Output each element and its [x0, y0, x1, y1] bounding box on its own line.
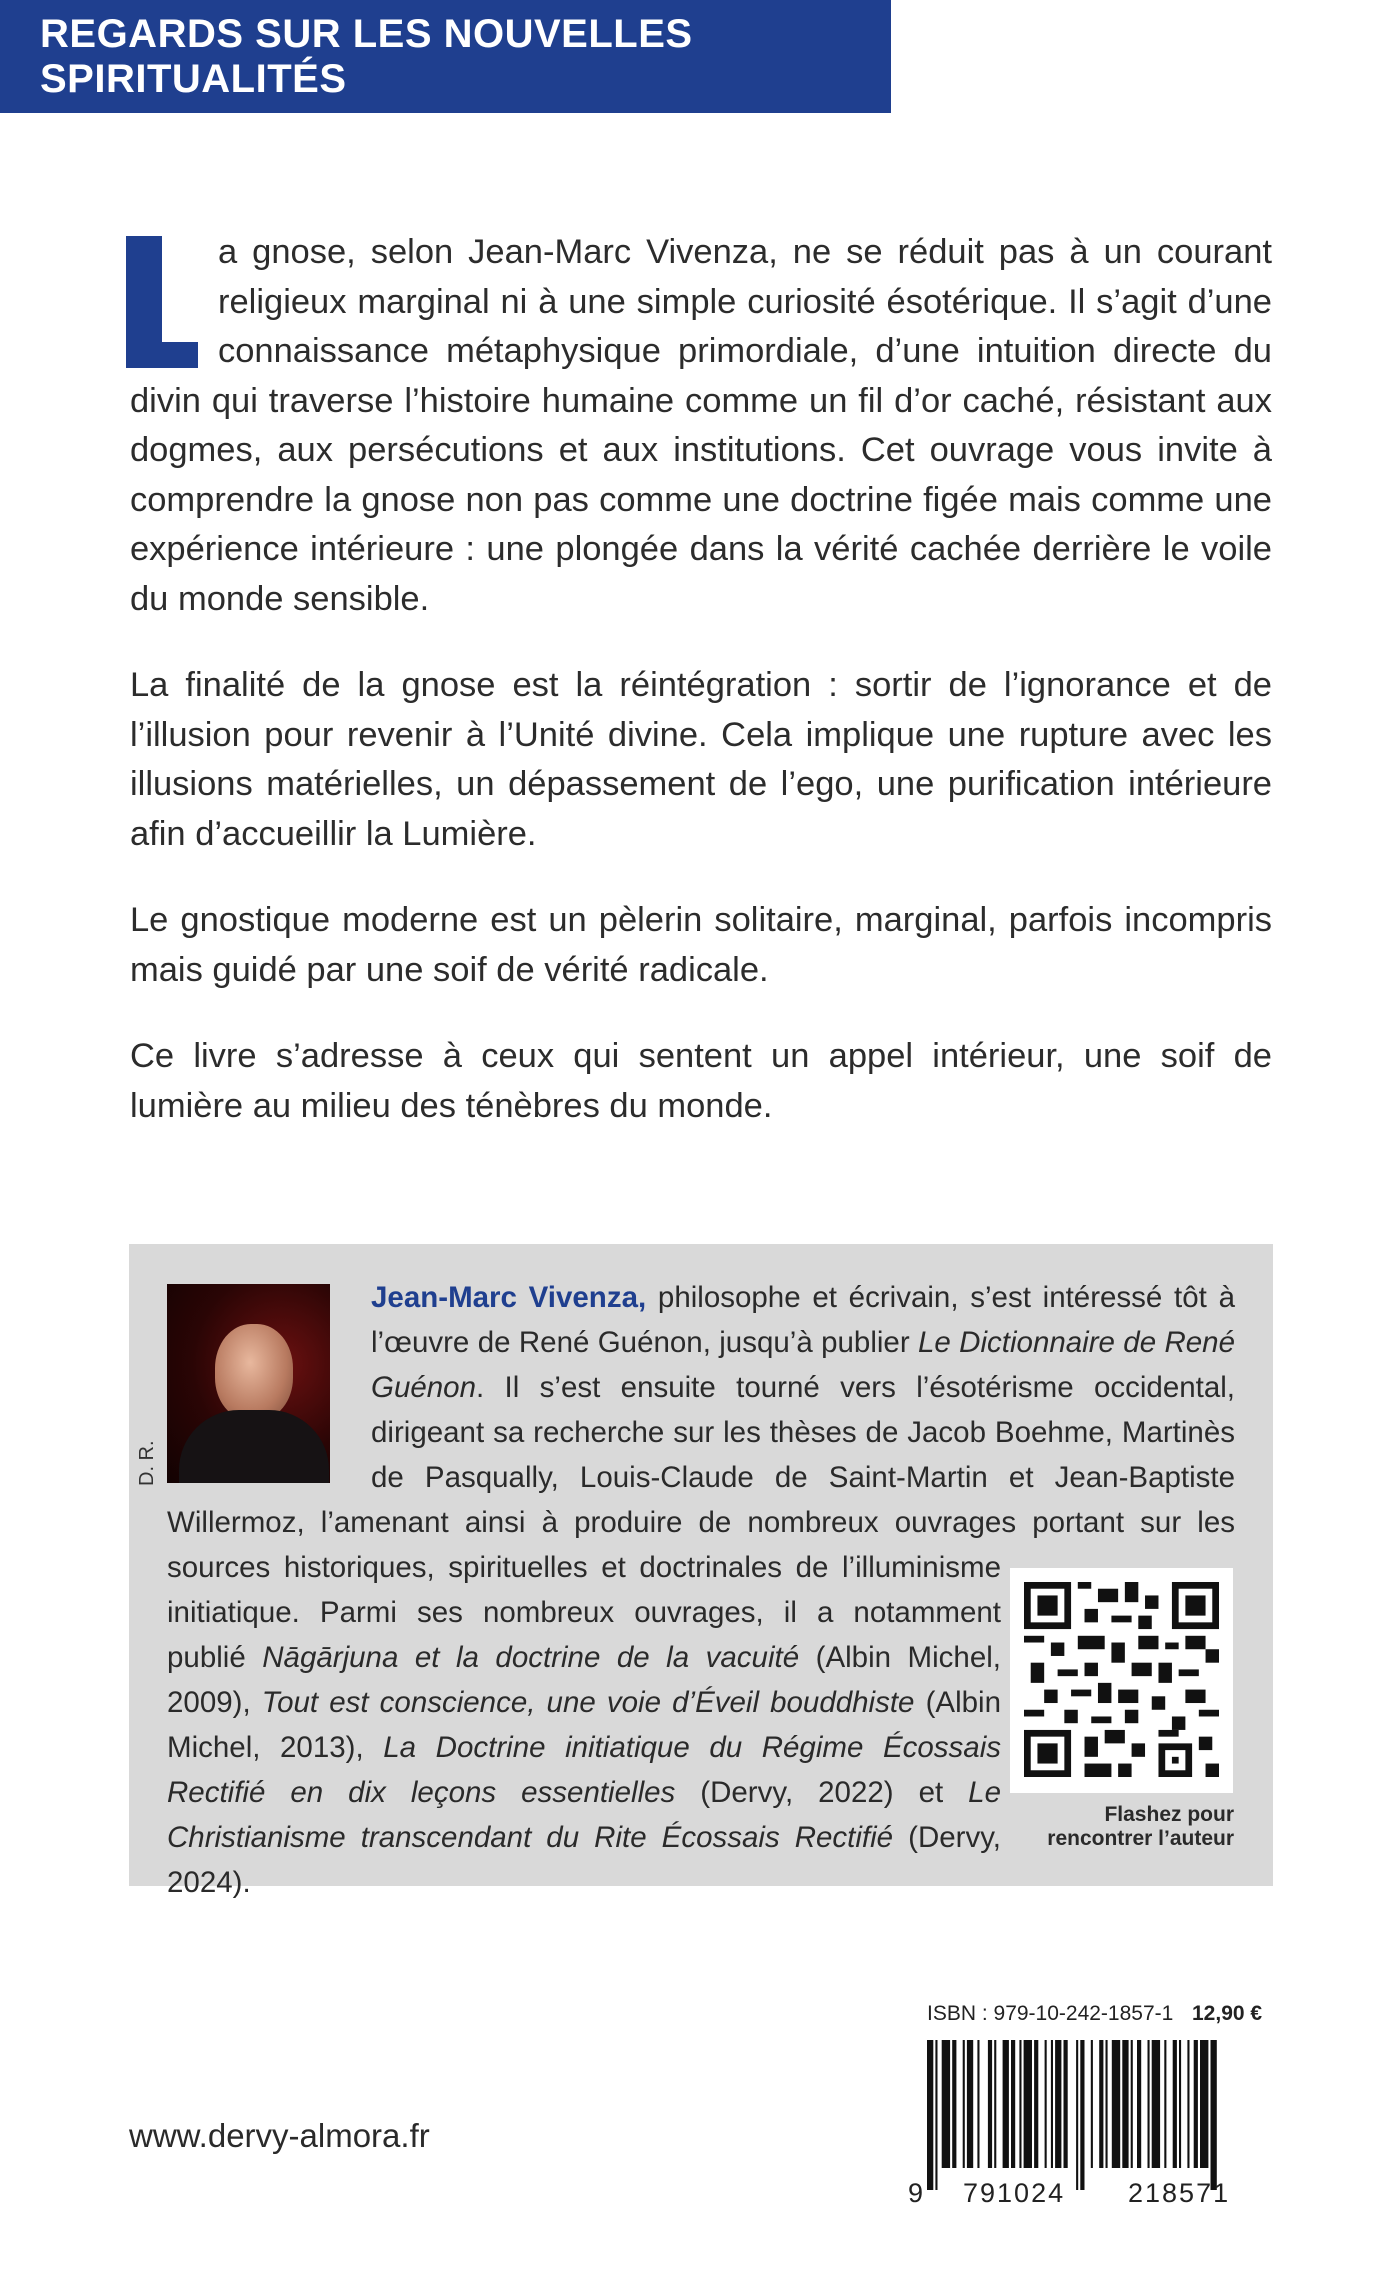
barcode-left-digits: 791024 [963, 2178, 1066, 2208]
barcode-bar [967, 2040, 973, 2168]
barcode-bar [1064, 2040, 1068, 2168]
dropcap-l-icon [126, 236, 208, 368]
intro-paragraph-3: Le gnostique moderne est un pèlerin solitaire, marginal, parfois incompris mais guidé par une soif de vérité radicale. [130, 901, 1272, 989]
barcode-lead-digit: 9 [908, 2178, 924, 2208]
price: 12,90 € [1192, 2002, 1263, 2025]
series-banner [0, 0, 891, 113]
isbn: ISBN : 979-10-242-1857-1 [927, 2002, 1174, 2025]
barcode-bar [952, 2040, 956, 2168]
barcode-bar [927, 2040, 933, 2190]
barcode-bar [988, 2040, 992, 2168]
intro-paragraph-1: a gnose, selon Jean-Marc Vivenza, ne se réduit pas à un courant religieux marginal ni à une simple curiosité ésotérique. Il s’agit d’une connaissance métaphysique primordiale, d’une intuition directe du divin qui traverse l’histoire humaine comme un fil d’or caché, résistant aux dogmes, aux persécutions et aux institutions. Cet ouvrage vous invite à comprendre la gnose non pas comme une doctrine figée mais comme une expérience intérieure : une plongée dans la vérité cachée derrière le voile du monde sensible. [130, 228, 1272, 624]
barcode-bar [1051, 2040, 1053, 2168]
barcode-bar [942, 2040, 950, 2168]
barcode-bar [963, 2040, 965, 2168]
qr-code-icon [1024, 1582, 1219, 1777]
barcode-icon [925, 2040, 1267, 2190]
barcode-bar [1045, 2040, 1047, 2168]
barcode-bar [1011, 2040, 1015, 2168]
barcode-bar [1164, 2040, 1166, 2168]
barcode-bar [1024, 2040, 1032, 2168]
barcode-bar [1211, 2040, 1217, 2190]
barcode-bar [1091, 2040, 1093, 2168]
barcode-bar [1055, 2040, 1061, 2168]
barcode-bar [935, 2040, 937, 2190]
barcode-bar [1076, 2040, 1078, 2190]
intro-paragraph-2: La finalité de la gnose est la réintégration : sortir de l’ignorance et de l’illusion pour revenir à l’Unité divine. Cela implique une rupture avec les illusions matérielles, un dépassement de l’ego, une purification intérieure afin d’accueillir la Lumière. [130, 666, 1272, 853]
barcode-bar [1152, 2040, 1160, 2168]
barcode-bar [977, 2040, 979, 2168]
barcode-bar [1200, 2040, 1208, 2168]
barcode-bar [1173, 2040, 1177, 2168]
barcode-bar [1112, 2040, 1120, 2168]
barcode-bar [1194, 2040, 1198, 2168]
intro-paragraph-4: Ce livre s’adresse à ceux qui sentent un appel intérieur, une soif de lumière au milieu des ténèbres du monde. [130, 1037, 1272, 1125]
barcode-bar [1106, 2040, 1108, 2168]
author-bio: Jean-Marc Vivenza, philosophe et écrivain, s’est intéressé tôt à l’œuvre de René Guénon, jusqu’à publier Le Dictionnaire de René Guénon. Il s’est ensuite tourné vers l’ésotérisme occidental, dirigeant sa recherche sur les thèses de Jacob Boehme, Martinès de Pasqually, Louis-Claude de Saint-Martin et Jean-Baptiste Willermoz, l’amenant ainsi à produire de nombreux ouvrages portant sur les sources historiques, spirituelles et doctrinales de l’illuminisme initiatique. Parmi ses nombreux ouvrages, il a notamment publié Nāgārjuna et la doctrine de la vacuité (Albin Michel, 2009), Tout est conscience, une voie d’Éveil bouddhiste (Albin Michel, 2013), La Doctrine initiatique du Régime Écossais Rectifié en dix leçons essentielles (Dervy, 2022) et Le Christianisme transcendant du Rite Écossais Rectifié (Dervy, 2024). [167, 1281, 1235, 1899]
barcode-bar [1179, 2040, 1181, 2168]
barcode-bar [1131, 2040, 1133, 2168]
barcode-bar [1019, 2040, 1021, 2168]
qr-code[interactable] [1010, 1568, 1233, 1793]
barcode-right-digits: 218571 [1128, 2178, 1231, 2208]
website-link[interactable]: www.dervy-almora.fr [129, 2117, 430, 2154]
barcode-bar [1137, 2040, 1141, 2168]
barcode-bar [1080, 2040, 1084, 2190]
photo-credit: D. R. [136, 1440, 158, 1486]
series-title: REGARDS SUR LES NOUVELLES SPIRITUALITÉS [40, 11, 693, 101]
barcode-bar [1187, 2040, 1189, 2168]
barcode-bar [1003, 2040, 1009, 2168]
author-name: Jean-Marc Vivenza, [371, 1281, 647, 1314]
barcode-bar [1148, 2040, 1150, 2168]
barcode-bar [1122, 2040, 1128, 2168]
barcode-bar [1034, 2040, 1038, 2168]
barcode-bar [994, 2040, 996, 2168]
qr-caption: Flashez pour rencontrer l’auteur [1047, 1803, 1234, 1850]
barcode-bar [1099, 2040, 1103, 2168]
intro-text [130, 228, 1272, 1168]
